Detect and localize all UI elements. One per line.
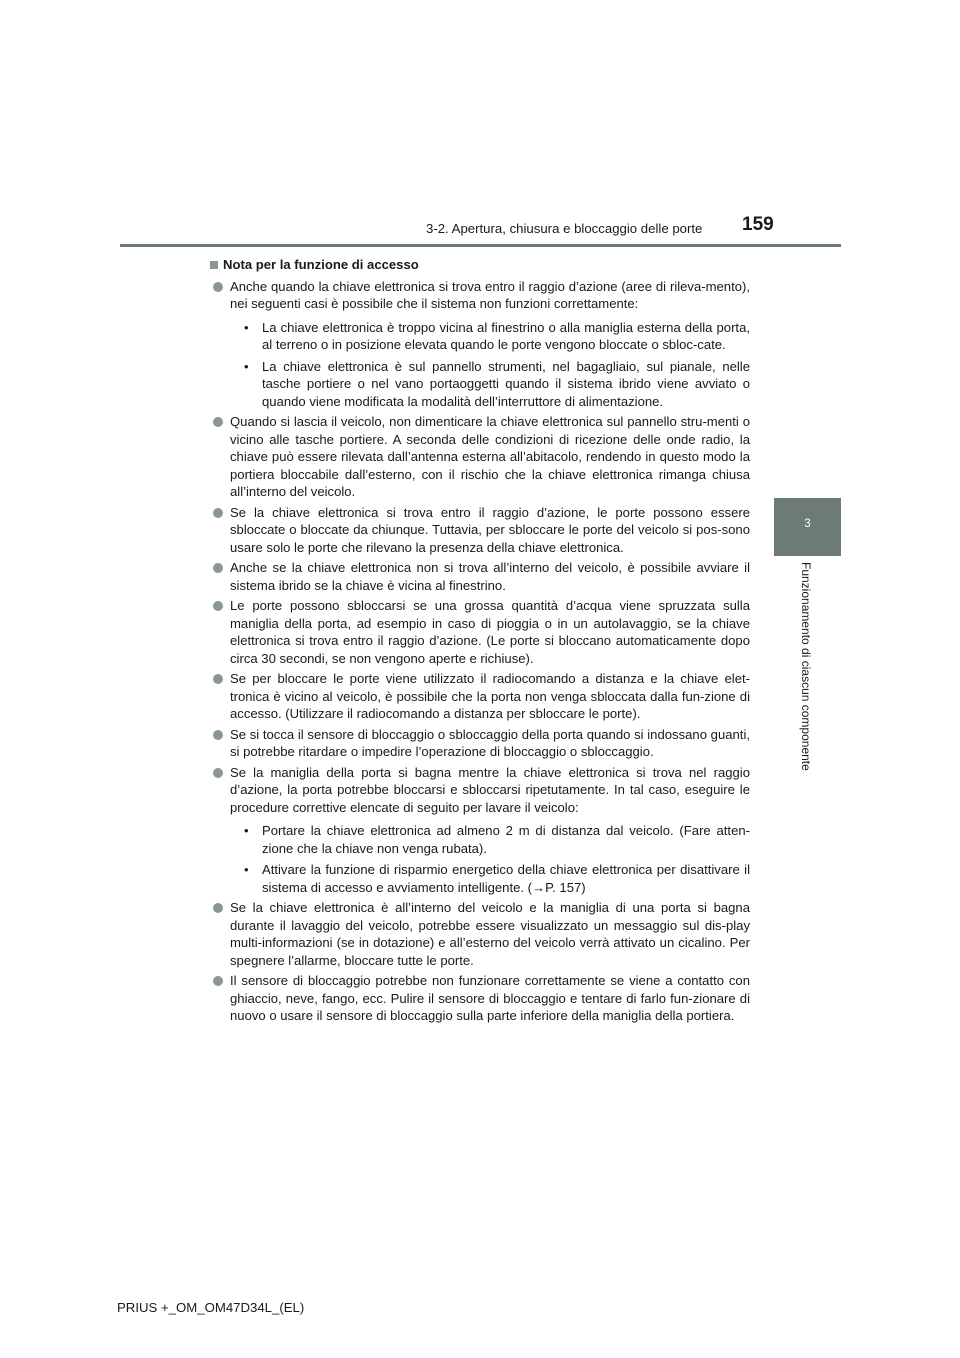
chapter-tab [774,498,841,556]
sub-list-item [230,358,750,411]
list-item [210,764,750,897]
square-bullet-icon [210,261,218,269]
list-item-text: Il sensore di bloccaggio potrebbe non funzionare correttamente se viene a contatto con ghiaccio, neve, fango, ecc. Pulire il sensore di bloccaggio e tentare di farlo fun-zionare di nuovo o usare il sensore di bloccaggio sulla parte inferiore della maniglia della portiera. [230,973,750,1023]
list-item-text: Se la chiave elettronica si trova entro il raggio d’azione, le porte possono essere sbloccate o bloccate da chiunque. Tuttavia, per sbloccare le porte del veicolo si pos-sono usare solo le porte che rilevano la presenza della chiave elettronica. [230,504,750,555]
note-list [210,278,750,1025]
sub-list [230,822,750,896]
dot-bullet-icon: • [244,358,249,374]
sub-list-item-text: La chiave elettronica è sul pannello strumenti, nel bagagliaio, sul pianale, nelle tasche portiere o nel vano portaoggetti quando il sistema ibrido viene avviato o quando viene modificata la modalità dell’interruttore di alimentazione. [262,358,750,409]
note-heading [210,256,750,274]
circle-bullet-icon [213,282,223,292]
note-heading-text: Nota per la funzione di accesso [223,257,419,272]
list-item-text: Se la chiave elettronica è all’interno del veicolo e la maniglia di una porta si bagna durante il lavaggio del veicolo, potrebbe essere visualizzato un messaggio sul dis-play multi-informazioni (se in dotazione) e all’esterno del veicolo verrà attivato un cicalino. Per spegnere l’allarme, bloccare tutte le porte. [230,900,750,968]
sub-list-item [230,319,750,354]
list-item [210,726,750,761]
circle-bullet-icon [213,508,223,518]
list-item-text: Se per bloccare le porte viene utilizzato il radiocomando a distanza e la chiave elet-tronica è vicino al veicolo, è possibile che la porta non venga sbloccata dalla fun-zione di accesso. (Utilizzare il radiocomando a distanza per sbloccare le porte). [230,671,750,721]
list-item [210,559,750,594]
circle-bullet-icon [213,417,223,427]
sub-list-item-text: Attivare la funzione di risparmio energetico della chiave elettronica per disattivare il sistema di accesso e avviamento intelligente. (→P. 157) [262,862,750,895]
page-number: 159 [742,214,774,235]
sub-list-item [230,822,750,857]
circle-bullet-icon [213,903,223,913]
circle-bullet-icon [213,730,223,740]
list-item-text: Anche se la chiave elettronica non si trova all’interno del veicolo, è possibile avviare il sistema ibrido se la chiave è vicina al finestrino. [230,560,750,593]
list-item [210,278,750,411]
circle-bullet-icon [213,674,223,684]
sub-list-item-text: Portare la chiave elettronica ad almeno 2 m di distanza dal veicolo. (Fare atten-zione che la chiave non venga rubata). [262,823,750,856]
circle-bullet-icon [213,601,223,611]
list-item [210,413,750,501]
sub-list [230,319,750,411]
list-item [210,597,750,667]
list-item [210,899,750,969]
list-item [210,972,750,1025]
circle-bullet-icon [213,563,223,573]
sub-list-item-text: La chiave elettronica è troppo vicina al finestrino o alla maniglia esterna della porta, al terreno o in posizione elevata quando le porte vengono bloccate o sbloc-cate. [262,319,750,352]
dot-bullet-icon: • [244,823,249,838]
list-item-text: Se si tocca il sensore di bloccaggio o sbloccaggio della porta quando si indossano guanti, si potrebbe ritardare o impedire l’operazione di bloccaggio o sbloccaggio. [230,726,750,759]
list-item-text: Quando si lascia il veicolo, non dimenticare la chiave elettronica sul pannello stru-menti o vicino alle tasche portiere. A seconda delle condizioni di ricezione delle onde radio, la chiave può essere rilevata dall’antenna esterna all’abitacolo, rendendo in questo modo la portiera bloccabile dall’esterno, con il rischio che la chiave elettronica rimanga chiusa all’interno del veicolo. [230,414,750,499]
dot-bullet-icon: • [244,319,249,335]
chapter-number: 3 [804,518,811,530]
document-code: PRIUS +_OM_OM47D34L_(EL) [117,1300,305,1315]
section-title: 3-2. Apertura, chiusura e bloccaggio delle porte [426,221,703,236]
main-content [210,256,750,1028]
list-item [210,504,750,557]
list-item [210,670,750,723]
circle-bullet-icon [213,768,223,778]
chapter-title: Funzionamento di ciascun componente [799,562,813,771]
dot-bullet-icon: • [244,862,249,877]
sub-list-item [230,861,750,896]
header-divider [120,244,841,247]
list-item-text: Le porte possono sbloccarsi se una grossa quantità d’acqua viene spruzzata sulla maniglia della porta, ad esempio in caso di pioggia o in un autolavaggio, se la chiave elettronica si trova entro il raggio d’azione. (Le porte si bloccano automaticamente dopo circa 30 secondi, se non vengono aperte e richiuse). [230,598,750,666]
list-item-text: Se la maniglia della porta si bagna mentre la chiave elettronica si trova nel raggio d’azione, la porta potrebbe bloccarsi e sbloccarsi ripetutamente. In tal caso, eseguire le procedure correttive elencate di seguito per lavare il veicolo: [230,764,750,815]
circle-bullet-icon [213,976,223,986]
chapter-side-label [796,562,816,800]
list-item-text: Anche quando la chiave elettronica si trova entro il raggio d’azione (aree di rileva-mento), nei seguenti casi è possibile che il sistema non funzioni correttamente: [230,278,750,311]
